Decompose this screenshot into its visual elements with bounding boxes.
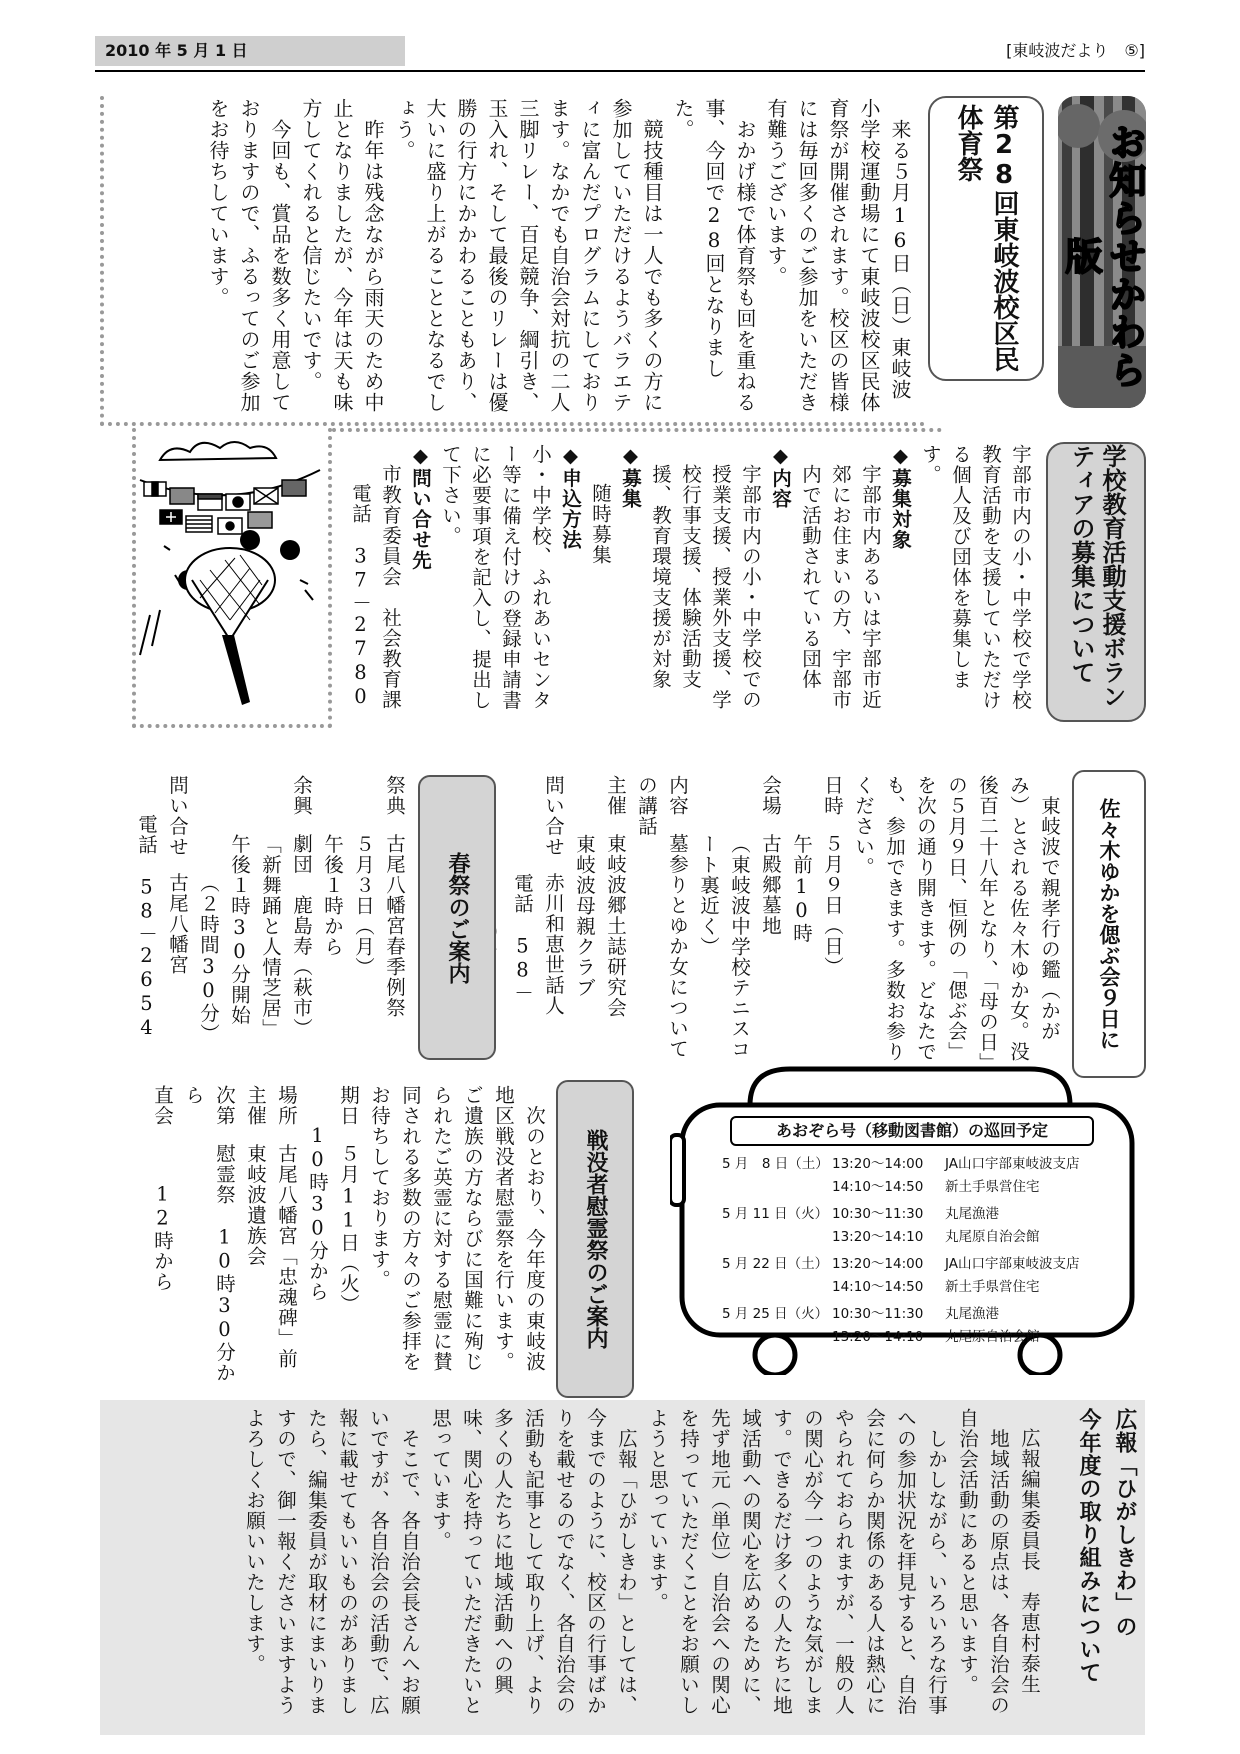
- kouhou-paragraph: しかしながら、いろいろな行事への参加状況を拝見すると、自治会に何らか関係のある人は熱心にやられておられますが、一般の人の関心が今一つのような気がします。できるだけ多くの人たちに地域活動への関心を広めるために、先ず地元（単位）自治会への関心を持っていただくことをお願いしようと思っています。: [646, 1408, 948, 1716]
- volunteer-title: 学校教育活動支援ボランティアの募集について: [1067, 444, 1126, 708]
- schedule-place: 新土手県営住宅: [945, 1279, 1040, 1295]
- sasaki-detail-row: [786, 775, 817, 1065]
- taiikusai-title-box: [928, 96, 1044, 381]
- sasaki-detail-row: [631, 775, 693, 1065]
- schedule-date: 5 月 25 日（火）: [722, 1306, 829, 1322]
- sasaki-detail-value: 電話 58－: [511, 872, 534, 1003]
- volunteer-text: 小・中学校、ふれあいセンター等に備え付けの登録申請書に必要事項を記入し、提出して下さい。: [439, 444, 552, 711]
- schedule-time: 14:10～14:50: [832, 1279, 924, 1295]
- haru-detail-row: [131, 775, 162, 1075]
- ireisai-detail-row: [147, 1085, 178, 1390]
- volunteer-heading: ◆申込方法: [559, 444, 582, 550]
- haru-detail-row: [317, 775, 348, 1075]
- haru-title: 春祭のご案内: [445, 851, 470, 984]
- ireisai-body: [130, 1085, 550, 1390]
- kouhou-author: 広報編集委員長 寿恵村泰生: [1018, 1427, 1041, 1694]
- ireisai-detail-value: 慰霊祭 10時30分から: [182, 1085, 236, 1383]
- aozora-schedule: [690, 1118, 1130, 1346]
- schedule-date: 5 月 11 日（火）: [722, 1206, 829, 1222]
- haru-detail-row: [286, 775, 317, 1075]
- haru-detail-row: [348, 775, 379, 1075]
- sasaki-detail-value: （東岐波中学校テニスコート裏近く）: [697, 833, 751, 1059]
- ireisai-detail-value: 12時から: [151, 1182, 174, 1292]
- ireisai-detail-row: [271, 1085, 302, 1390]
- schedule-place: 丸尾漁港: [945, 1206, 999, 1222]
- haru-detail-row: [379, 775, 410, 1075]
- sasaki-detail-label: 主催: [604, 775, 627, 816]
- sasaki-title-box: [1072, 770, 1146, 1078]
- haru-detail-value: 午後１時30分開始: [228, 833, 251, 1025]
- kouhou-body: [115, 1408, 1045, 1733]
- sasaki-detail-value: 墓参りとゆか女についての講話: [635, 775, 689, 1059]
- volunteer-frame: [332, 428, 942, 438]
- aozora-title: あおぞら号（移動図書館）の巡回予定: [730, 1116, 1094, 1146]
- volunteer-heading: ◆内容: [769, 444, 792, 509]
- taiikusai-paragraph: おかげ様で体育祭も回を重ねる事、今回で28回となりました。: [671, 98, 757, 413]
- haru-detail-value: 午後１時から: [321, 833, 344, 957]
- sasaki-detail-value: 赤川和恵世話人: [542, 872, 565, 1016]
- haru-detail-value: ５月３日（月）: [352, 833, 375, 977]
- schedule-time: 10:30～11:30: [832, 1306, 924, 1322]
- kouhou-title-line1: 広報「ひがしきわ」の: [1112, 1408, 1137, 1638]
- ireisai-intro: 次のとおり、今年度の東岐波地区戦没者慰霊祭を行います。ご遺族の方ならびに国難に殉じられたご英霊に対する慰霊に賛同される多数の方々のご参拝をお待ちしております。: [368, 1085, 546, 1372]
- ireisai-detail-value: 10時30分から: [306, 1124, 329, 1302]
- sasaki-detail-value: 古殿郷墓地: [759, 833, 782, 936]
- schedule-place: 丸尾原自治会館: [945, 1229, 1040, 1245]
- sasaki-detail-label: 問い合せ: [542, 775, 565, 857]
- kouhou-heading: [1050, 1408, 1142, 1738]
- ireisai-title: 戦没者慰霊祭のご案内: [583, 1129, 608, 1349]
- ireisai-detail-value: 古尾八幡宮「忠魂碑」前: [275, 1143, 298, 1369]
- sasaki-detail-row: [817, 775, 848, 1065]
- kouhou-paragraph: 地域活動の原点は、各自治会の自治会活動にあると思います。: [956, 1408, 1010, 1716]
- taiikusai-body: [125, 98, 915, 418]
- sasaki-detail-value: 東岐波母親クラブ: [573, 833, 596, 998]
- kouhou-title-line2: 今年度の取り組みについて: [1076, 1408, 1101, 1684]
- sasaki-body: [511, 775, 1065, 1065]
- sasaki-intro: 東岐波で親孝行の鑑（かがみ）とされる佐々木ゆか女。没後百二十八年となり、「母の日」の５月９日、恒例の「偲ぶ会」を次の通り開きます。どなたでも、参加できます。多数お参りください。: [852, 775, 1061, 1063]
- taiikusai-paragraph: 来る５月16日（日）東岐波小学校運動場にて東岐波校区民体育祭が開催されます。校区の皆様には毎回多くのご参加をいただき有難うございます。: [764, 98, 912, 413]
- volunteer-heading: ◆募集対象: [889, 444, 912, 550]
- haru-detail-label: 余興: [290, 775, 313, 816]
- sasaki-detail-label: 日時: [821, 775, 844, 816]
- sasaki-detail-value: 東岐波郷土誌研究会: [604, 833, 627, 1018]
- haru-detail-value: 古尾八幡宮: [166, 872, 189, 975]
- sasaki-detail-row: [569, 775, 600, 1065]
- ireisai-detail-value: ５月11日（火）: [337, 1143, 360, 1315]
- sasaki-detail-value: ５月９日（日）: [821, 833, 844, 977]
- volunteer-intro: 宇部市内の小・中学校で学校教育活動を支援していただける個人及び団体を募集します。: [919, 444, 1032, 711]
- schedule-date: 5 月 8 日（土）: [722, 1156, 829, 1172]
- haru-title-box: [418, 775, 496, 1060]
- haru-detail-row: [224, 775, 255, 1075]
- volunteer-body: [349, 444, 1035, 729]
- schedule-place: 新土手県営住宅: [945, 1179, 1040, 1195]
- haru-detail-row: [193, 775, 224, 1075]
- schedule-time: 13:20～14:00: [832, 1256, 924, 1272]
- haru-body: [130, 775, 410, 1075]
- volunteer-title-box: [1046, 442, 1146, 722]
- schedule-date: 5 月 22 日（土）: [722, 1256, 829, 1272]
- schedule-time: 13:20～14:00: [832, 1156, 924, 1172]
- newsletter-title: [東岐波だより ⑤]: [1006, 41, 1145, 60]
- schedule-place: JA山口宇部東岐波支店: [945, 1156, 1080, 1172]
- sasaki-detail-row: [693, 775, 755, 1065]
- issue-date: 2010 年 5 月 1 日: [95, 36, 405, 66]
- volunteer-text: 宇部市内あるいは宇部市近郊にお住まいの方、宇部市内で活動されている団体: [799, 463, 882, 710]
- kouhou-paragraph: 広報「ひがしきわ」としては、今までのように、校区の行事ばかりを載せるのでなく、各自治会の活動も記事として取り上げ、より多くの人たちに地域活動への興味、関心を持っていただきたいと思っています。: [429, 1408, 638, 1716]
- ireisai-detail-row: [240, 1085, 271, 1390]
- haru-detail-value: 「新舞踊と人情芝居」: [259, 833, 282, 1039]
- taiikusai-paragraph: 今回も、賞品を数多く用意しておりますので、ふるってのご参加をお待ちしています。: [206, 98, 292, 413]
- ireisai-detail-row: [302, 1085, 333, 1390]
- haru-detail-row: [162, 775, 193, 1075]
- haru-detail-label: 祭典: [383, 775, 406, 816]
- haru-detail-value: 古尾八幡宮春季例祭: [383, 833, 406, 1018]
- volunteer-heading: ◆募集: [619, 444, 642, 509]
- schedule-place: JA山口宇部東岐波支店: [945, 1256, 1080, 1272]
- ireisai-detail-label: 次第: [213, 1085, 236, 1126]
- kawara-ban-title: お知らせかわら版: [1059, 123, 1146, 389]
- volunteer-text: 市教育委員会 社会教育課: [379, 463, 402, 710]
- schedule-place: 丸尾漁港: [945, 1306, 999, 1322]
- haru-detail-value: 電話 58－2654: [135, 814, 158, 1040]
- schedule-time: 10:30～11:30: [832, 1206, 924, 1222]
- haru-detail-value: （２時間30分）: [197, 872, 220, 1044]
- sasaki-detail-row: [538, 775, 569, 1065]
- haru-detail-label: 問い合せ: [166, 775, 189, 857]
- sasaki-detail-row: [755, 775, 786, 1065]
- header-rule: [95, 70, 1145, 72]
- ireisai-detail-label: 期日: [337, 1085, 360, 1126]
- ireisai-detail-row: [333, 1085, 364, 1390]
- sasaki-detail-value: 午前10時: [790, 833, 813, 943]
- volunteer-phone: 電話 37－2780: [349, 483, 372, 709]
- taiikusai-paragraph: 昨年は残念ながら雨天のため中止となりましたが、今年は天も味方してくれると信じたいです。: [299, 98, 385, 413]
- haru-detail-row: [255, 775, 286, 1075]
- schedule-time: 14:10～14:50: [832, 1179, 924, 1195]
- schedule-time: 13:20～14:10: [832, 1329, 924, 1345]
- ireisai-detail-label: 直会: [151, 1085, 174, 1126]
- kawara-ban-forest-image: [1058, 96, 1146, 408]
- taiikusai-title: 第28回東岐波校区民体育祭: [953, 104, 1019, 372]
- sasaki-title: 佐々木ゆかを偲ぶ会９日に: [1097, 798, 1121, 1050]
- volunteer-heading: ◆問い合せ先: [409, 444, 432, 571]
- volunteer-text: 宇部市内の小・中学校での授業支援、授業外支援、学校行事支援、体験活動支援、教育環境支援が対象: [649, 463, 762, 710]
- haru-detail-value: 劇団 鹿島寿（萩市）: [290, 833, 313, 1039]
- sasaki-detail-row: [600, 775, 631, 1065]
- schedule-time: 13:20～14:10: [832, 1229, 924, 1245]
- kouhou-paragraph: そこで、各自治会長さんへお願いですが、各自治会の活動で、広報に載せてもいいものがありましたら、編集委員が取材にまいりますので、御一報くださいますようよろしくお願いいたします。: [243, 1408, 421, 1716]
- sasaki-detail-label: 会場: [759, 775, 782, 816]
- sasaki-detail-label: 内容: [666, 775, 689, 816]
- taiikusai-paragraph: 競技種目は一人でも多くの方に参加していただけるようバラエティに富んだプログラムにしております。なかでも自治会対抗の二人三脚リレー、百足競争、綱引き、玉入れ、そして最後のリレーは優勝の行方にかかわることもあり、大いに盛り上がることとなるでしょう。: [392, 98, 664, 413]
- ireisai-detail-row: [178, 1085, 240, 1390]
- ireisai-detail-label: 主催: [244, 1085, 267, 1126]
- tamaire-flags-illustration: [130, 430, 330, 710]
- ireisai-detail-value: 東岐波遺族会: [244, 1143, 267, 1267]
- ireisai-detail-label: 場所: [275, 1085, 298, 1126]
- ireisai-title-box: [556, 1080, 634, 1398]
- schedule-place: 丸尾原自治会館: [945, 1329, 1040, 1345]
- volunteer-text: 随時募集: [589, 483, 612, 565]
